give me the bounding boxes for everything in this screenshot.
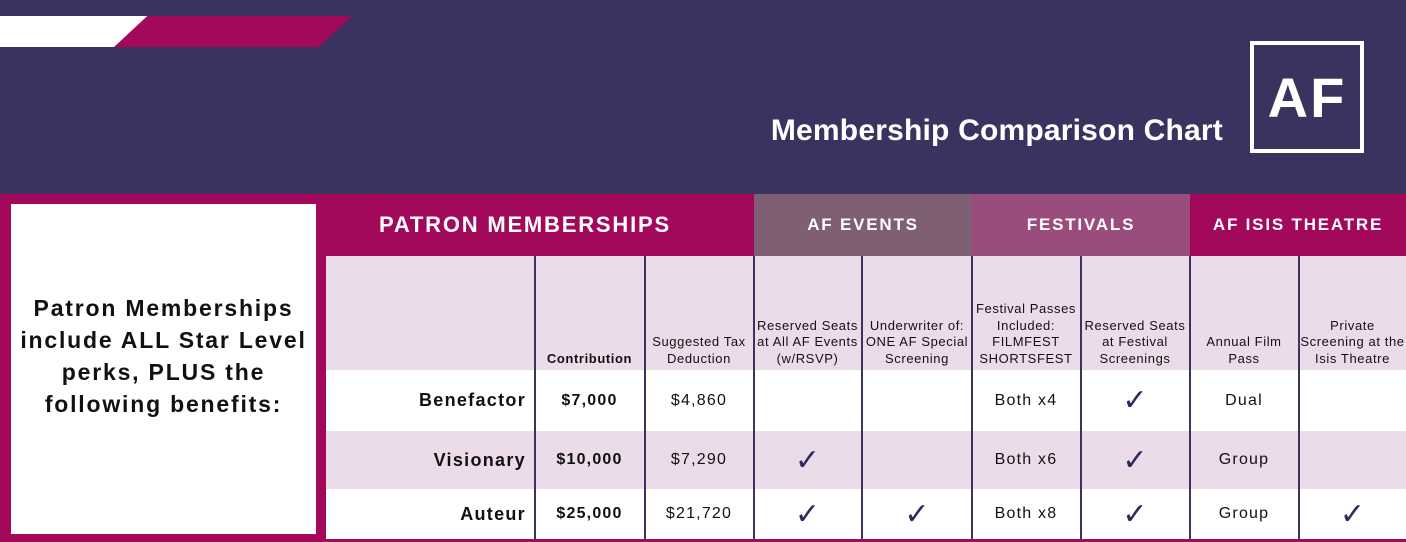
cell-annual-film-pass: Dual bbox=[1225, 391, 1263, 409]
column-header-reserved-festival-seats: Reserved Seats at Festival Screenings bbox=[1084, 317, 1186, 366]
column-header-private-screening: Private Screening at the Isis Theatre bbox=[1300, 317, 1405, 366]
cell-tax-deduction: $7,290 bbox=[670, 451, 728, 468]
column-header-festival-passes: Festival Passes Included: FILMFEST SHORTSFEST bbox=[975, 301, 1077, 366]
checkmark-icon: ✓ bbox=[1122, 384, 1148, 417]
page-title: Membership Comparison Chart bbox=[770, 114, 1223, 147]
checkmark-icon: ✓ bbox=[794, 443, 821, 477]
column-header-reserved-af-seats: Reserved Seats at All AF Events (w/RSVP) bbox=[757, 317, 858, 366]
checkmark-icon: ✓ bbox=[1339, 497, 1366, 531]
category-header-isis-theatre: AF ISIS THEATRE bbox=[1190, 194, 1406, 256]
row-label-visionary: Visionary bbox=[433, 449, 526, 470]
cell-annual-film-pass: Group bbox=[1218, 451, 1270, 468]
comparison-table bbox=[326, 256, 1406, 542]
patron-intro-text: Patron Memberships include ALL Star Level perks, PLUS the following benefits: bbox=[20, 295, 307, 417]
cell-festival-passes: Both x8 bbox=[994, 505, 1058, 522]
af-logo: AF bbox=[1250, 41, 1364, 153]
category-header-af-events: AF EVENTS bbox=[754, 194, 972, 256]
checkmark-icon: ✓ bbox=[1122, 497, 1148, 531]
checkmark-icon: ✓ bbox=[1122, 443, 1148, 477]
decorative-stripe-magenta bbox=[114, 16, 352, 47]
category-header-patron: PATRON MEMBERSHIPS bbox=[326, 194, 754, 256]
cell-tax-deduction: $21,720 bbox=[665, 505, 733, 522]
column-header-underwriter: Underwriter of: ONE AF Special Screening bbox=[865, 317, 969, 366]
column-header-tax-deduction: Suggested Tax Deduction bbox=[652, 334, 746, 366]
left-panel-box bbox=[11, 204, 316, 534]
cell-festival-passes: Both x4 bbox=[994, 391, 1058, 409]
cell-festival-passes: Both x6 bbox=[994, 451, 1058, 468]
cell-private-screening bbox=[1299, 431, 1406, 489]
cell-contribution: $25,000 bbox=[556, 505, 623, 522]
cell-tax-deduction: $4,860 bbox=[670, 391, 728, 409]
checkmark-icon: ✓ bbox=[794, 497, 821, 531]
row-label-auteur: Auteur bbox=[460, 503, 526, 524]
category-header-festivals: FESTIVALS bbox=[972, 194, 1190, 256]
row-label-benefactor: Benefactor bbox=[418, 390, 526, 410]
cell-underwriter bbox=[863, 370, 971, 431]
column-header-contribution: Contribution bbox=[546, 350, 633, 366]
checkmark-icon: ✓ bbox=[904, 497, 930, 531]
cell-private-screening bbox=[1299, 370, 1406, 431]
cell-reserved-af-seats bbox=[754, 370, 861, 431]
column-header-annual-film-pass: Annual Film Pass bbox=[1206, 334, 1282, 366]
cell-contribution: $7,000 bbox=[561, 391, 618, 409]
cell-underwriter bbox=[863, 431, 971, 489]
cell-annual-film-pass: Group bbox=[1218, 505, 1270, 522]
header-banner bbox=[0, 0, 1406, 194]
cell-contribution: $10,000 bbox=[556, 451, 623, 468]
